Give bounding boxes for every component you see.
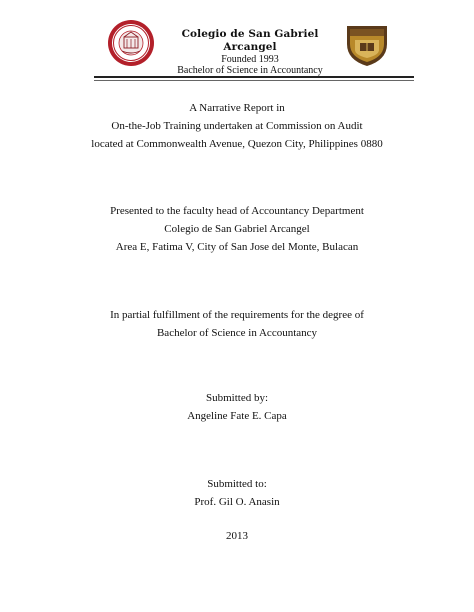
title-line-1: A Narrative Report in <box>189 102 285 114</box>
school-seal-icon <box>107 19 155 67</box>
header-rule-thin <box>94 80 414 81</box>
year: 2013 <box>226 530 248 542</box>
presented-block <box>0 202 474 256</box>
presented-line-1: Presented to the faculty head of Accountancy Department <box>110 205 364 217</box>
presented-line-2: Colegio de San Gabriel Arcangel <box>164 223 310 235</box>
title-block <box>0 99 474 153</box>
header-rule-thick <box>94 76 414 78</box>
submitted-by-block <box>0 389 474 425</box>
title-line-2: On-the-Job Training undertaken at Commission on Audit <box>111 120 363 132</box>
submitted-to-label: Submitted to: <box>207 478 267 490</box>
fulfillment-line-2: Bachelor of Science in Accountancy <box>156 327 318 339</box>
title-line-3: located at Commonwealth Avenue, Quezon City, Philippines 0880 <box>91 138 383 150</box>
school-header <box>160 28 340 76</box>
year-block <box>0 527 474 545</box>
submitted-to-block <box>0 475 474 511</box>
submitted-to-name: Prof. Gil O. Anasin <box>194 496 280 508</box>
presented-line-3: Area E, Fatima V, City of San Jose del Monte, Bulacan <box>115 241 359 253</box>
program-line: Bachelor of Science in Accountancy <box>177 65 323 76</box>
founded-line: Founded 1993 <box>221 54 279 65</box>
fulfillment-block <box>0 306 474 342</box>
submitted-by-label: Submitted by: <box>205 392 269 404</box>
fulfillment-line-1: In partial fulfillment of the requirements for the degree of <box>110 309 364 321</box>
program-shield-icon <box>344 20 390 68</box>
submitted-by-name: Angeline Fate E. Capa <box>187 410 287 422</box>
school-name: Colegio de San Gabriel Arcangel <box>181 28 319 53</box>
